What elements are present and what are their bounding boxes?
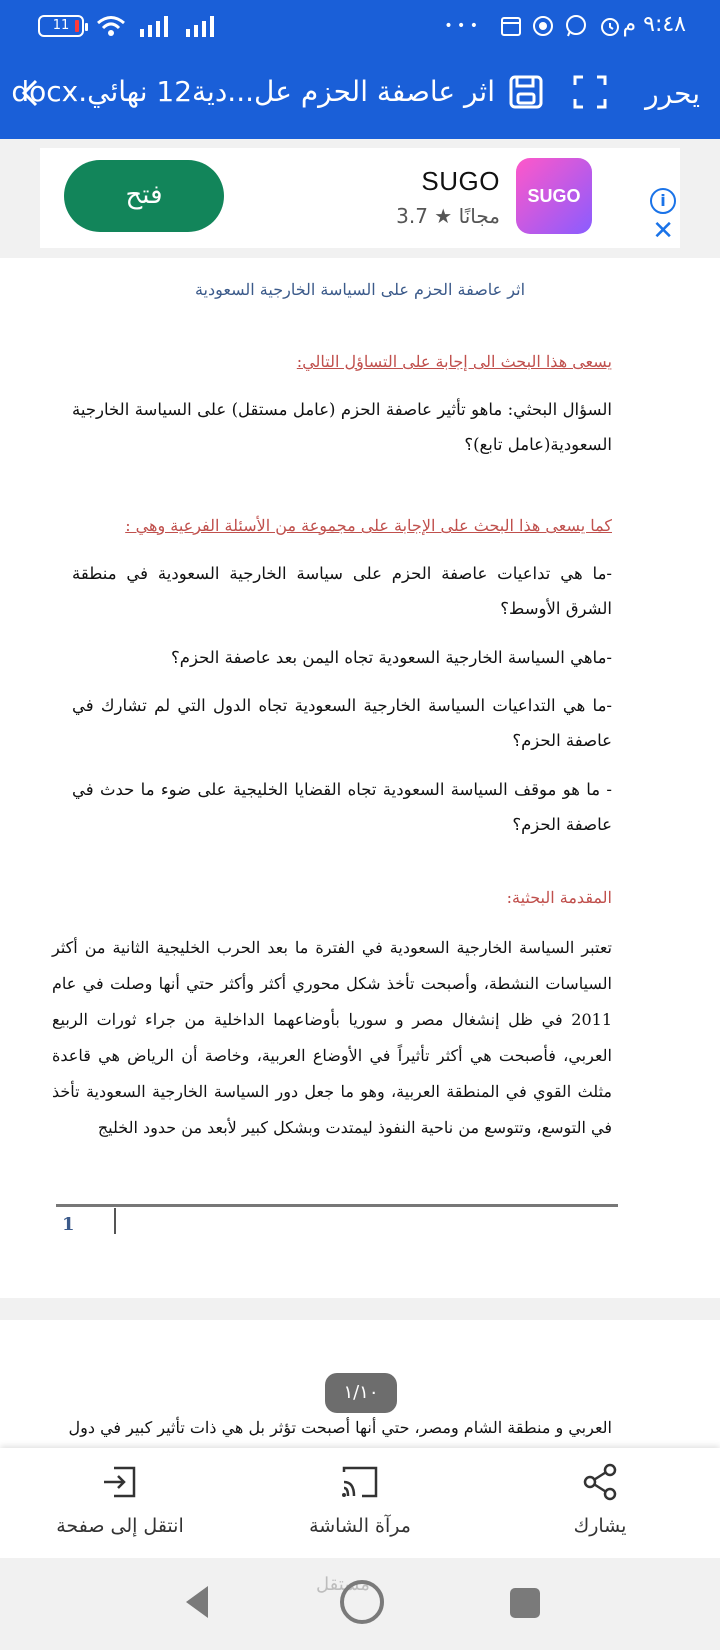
open-button[interactable]: فتح <box>64 160 224 232</box>
intro-heading: المقدمة البحثية: <box>506 888 612 907</box>
status-bar <box>0 0 720 55</box>
overflow-dots: • • • <box>444 18 478 34</box>
ad-rating <box>396 204 500 228</box>
fullscreen-icon[interactable] <box>572 74 608 114</box>
section-heading-2: كما يسعى هذا البحث على الإجابة على مجموعة من الأسئلة الفرعية وهي : <box>125 516 612 535</box>
page-indicator: ١/١٠ <box>325 1373 397 1413</box>
status-left-icons <box>38 14 218 38</box>
save-icon[interactable] <box>508 74 544 114</box>
battery-icon <box>38 15 84 37</box>
signal-icon <box>138 15 172 37</box>
rating-value: 3.7 <box>396 204 428 228</box>
star-icon: ★ <box>427 204 453 228</box>
clock: ٩:٤٨ م <box>622 12 686 37</box>
section-heading-1: يسعى هذا البحث الى إجابة على التساؤل التالي: <box>296 352 612 371</box>
goto-page-icon <box>100 1462 140 1502</box>
signal-icon-2 <box>184 15 218 37</box>
price-label: مجانًا <box>458 204 500 228</box>
footer-bar <box>114 1208 116 1234</box>
document-heading: اثر عاصفة الحزم على السياسة الخارجية السعودية <box>194 280 526 299</box>
next-page-text: العربي و منطقة الشام ومصر، حتي أنها أصبحت تؤثر بل هي ذات تأثير كبير في دول <box>68 1418 612 1437</box>
intro-body: تعتبر السياسة الخارجية السعودية في الفترة ما بعد الحرب الخليجية الثانية من أكثر السياسات النشطة، وأصبحت تأخذ شكل محوري أكثر وأكثر حتي أنها وصلت في عام 2011 في ظل إنشغال مصر و سوريا بأوضاعهما الداخلية من جراء ثورات الربيع العربي، فأصبحت هي أكثر تأثيراً في الأوضاع العربية، وخاصة أن الرياض هي قاعدة مثلث القوي في المنطقة العربية، وهو ما جعل دور السياسة الخارجية السعودية تأخذ في التوسع، وتتوسع من ناحية النفوذ ليمتدت وبشكل كبير لأبعد من حدود الخليج <box>52 938 612 1137</box>
document-page <box>0 258 720 1298</box>
page-number: 1 <box>62 1214 75 1235</box>
close-icon[interactable]: ✕ <box>652 216 674 246</box>
system-nav-bar <box>0 1558 720 1650</box>
sub-question-4: - ما هو موقف السياسة السعودية تجاه القضايا الخليجية على ضوء ما حدث في عاصفة الحزم؟ <box>72 780 612 834</box>
battery-level: 11 <box>52 18 70 33</box>
document-title: اثر عاصفة الحزم عل...دية12 نهائي.docx <box>11 75 495 108</box>
ad-app-name: SUGO <box>421 166 500 196</box>
chrome-icon <box>532 15 554 37</box>
nav-home-icon[interactable] <box>340 1580 384 1624</box>
share-label: يشارك <box>573 1515 627 1537</box>
edit-button[interactable]: يحرر <box>645 77 700 110</box>
share-icon <box>580 1462 620 1502</box>
sub-question-3: -ما هي التداعيات السياسة الخارجية السعودية تجاه الدول التي لم تشارك في عاصفة الحزم؟ <box>72 696 612 750</box>
research-question: السؤال البحثي: ماهو تأثير عاصفة الحزم (عامل مستقل) على السياسة الخارجية السعودية(عامل تابع)؟ <box>72 400 612 454</box>
nav-back-icon[interactable] <box>182 1584 212 1624</box>
alarm-icon <box>598 14 622 38</box>
app-bar <box>0 55 720 139</box>
screen-mirror-button[interactable] <box>260 1462 460 1537</box>
wifi-icon <box>96 14 126 38</box>
watermark: مستقل <box>316 1574 370 1594</box>
share-button[interactable] <box>500 1462 700 1537</box>
status-right-icons <box>444 14 622 38</box>
nav-recent-icon[interactable] <box>510 1588 540 1618</box>
whatsapp-icon <box>564 14 588 38</box>
calendar-icon <box>500 15 522 37</box>
back-chevron-icon[interactable] <box>18 75 42 119</box>
info-icon[interactable]: i <box>650 188 676 214</box>
sugo-logo: SUGO <box>516 158 592 234</box>
ad-banner[interactable] <box>40 148 680 248</box>
sub-question-2: -ماهي السياسة الخارجية السعودية تجاه اليمن بعد عاصفة الحزم؟ <box>171 648 612 667</box>
page-footer-rule <box>56 1204 618 1207</box>
goto-page-label: انتقل إلى صفحة <box>56 1515 184 1537</box>
top-bar <box>0 0 720 139</box>
screen-mirror-label: مرآة الشاشة <box>309 1515 411 1537</box>
bottom-toolbar <box>0 1448 720 1558</box>
sub-question-1: -ما هي تداعيات عاصفة الحزم على سياسة الخارجية السعودية في منطقة الشرق الأوسط؟ <box>72 564 612 618</box>
goto-page-button[interactable] <box>20 1462 220 1537</box>
cast-icon <box>340 1462 380 1502</box>
